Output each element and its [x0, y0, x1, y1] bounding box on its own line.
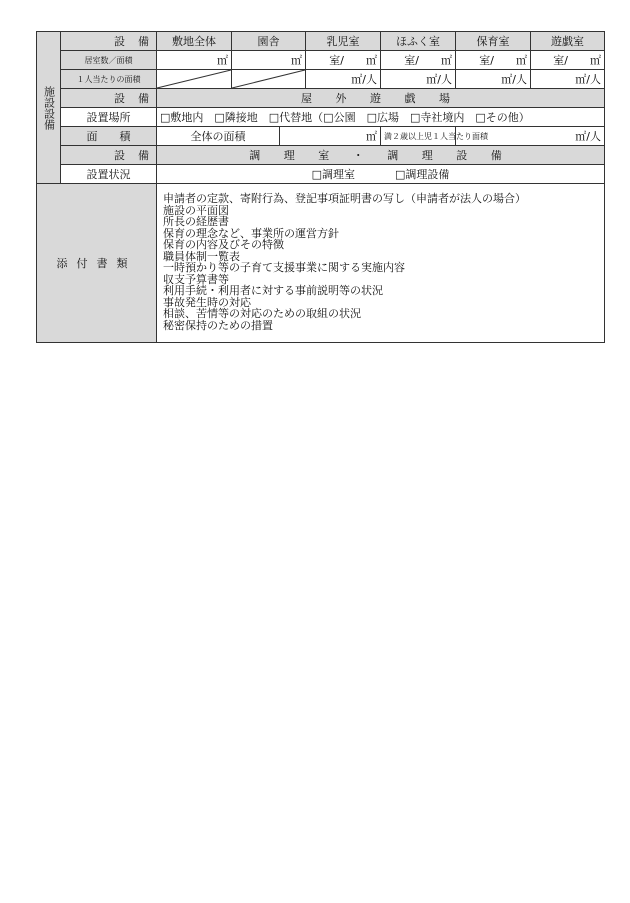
total-area-label: 全体の面積	[157, 127, 280, 146]
area-row	[37, 127, 605, 146]
rooms-area-cell[interactable]: ㎡	[157, 51, 232, 70]
install-label: 設置状況	[61, 165, 157, 184]
rooms-area-row	[37, 51, 605, 70]
per-person-cell[interactable]: ㎡/人	[531, 70, 605, 89]
area-label: 面 積	[61, 127, 157, 146]
facility-form-table	[36, 31, 605, 343]
install-options[interactable]	[157, 165, 605, 184]
total-area-input[interactable]: ㎡	[280, 127, 381, 146]
install-row	[37, 165, 605, 184]
attachment-item: 相談、苦情等の対応のための取組の状況	[163, 307, 361, 320]
attachments-row	[37, 184, 605, 343]
outdoor-header-row	[37, 89, 605, 108]
kitchen-title: 調 理 室 ・ 調 理 設 備	[157, 146, 605, 165]
per-person-cell[interactable]: ㎡/人	[306, 70, 381, 89]
rooms-area-cell[interactable]: 室/ ㎡	[456, 51, 531, 70]
room-name: 保育室	[456, 32, 531, 51]
attachment-item: 一時預かり等の子育て支援事業に関する実施内容	[163, 261, 405, 274]
room-name: 園舎	[232, 32, 306, 51]
diagonal-line	[232, 70, 305, 88]
attachment-item: 職員体制一覧表	[163, 249, 240, 263]
attachment-item: 保育の理念など、事業所の運営方針	[163, 226, 339, 240]
rooms-area-cell[interactable]: 室/ ㎡	[531, 51, 605, 70]
per-child-area-input[interactable]: ㎡/人	[456, 127, 605, 146]
attachment-item: 収支予算書等	[163, 272, 229, 286]
per-person-label: １人当たりの面積	[61, 70, 157, 89]
rooms-area-cell[interactable]: 室/ ㎡	[306, 51, 381, 70]
diagonal-slash-cell	[157, 70, 232, 89]
diagonal-line	[157, 70, 231, 88]
outdoor-header-label: 設 備	[61, 89, 157, 108]
attachments-list	[157, 184, 605, 343]
attachment-item: 利用手続・利用者に対する事前説明等の状況	[163, 284, 383, 297]
kitchen-room-checkbox[interactable]: □調理室	[311, 168, 355, 181]
facility-group-label: 施設設備	[37, 32, 61, 184]
attachment-item: 申請者の定款、寄附行為、登記事項証明書の写し（申請者が法人の場合）	[163, 192, 526, 205]
diagonal-slash-cell	[232, 70, 306, 89]
rooms-area-cell[interactable]: ㎡	[232, 51, 306, 70]
attachment-item: 秘密保持のための措置	[163, 318, 273, 332]
attachments-label: 添付書類	[37, 184, 157, 343]
per-person-cell[interactable]: ㎡/人	[381, 70, 456, 89]
location-row	[37, 108, 605, 127]
location-options[interactable]: □敷地内 □隣接地 □代替地（□公園 □広場 □寺社境内 □その他）	[157, 108, 605, 127]
rooms-area-label: 居室数／面積	[61, 51, 157, 70]
attachment-item: 施設の平面図	[163, 203, 229, 217]
location-label: 設置場所	[61, 108, 157, 127]
outdoor-title: 屋 外 遊 戯 場	[157, 89, 605, 108]
room-name: 乳児室	[306, 32, 381, 51]
kitchen-header-row	[37, 146, 605, 165]
room-name: 遊戯室	[531, 32, 605, 51]
room-name: 敷地全体	[157, 32, 232, 51]
attachment-item: 保育の内容及びその特徴	[163, 238, 284, 251]
kitchen-equipment-checkbox[interactable]: □調理設備	[395, 168, 450, 181]
per-child-area-label: 満２歳以上児１人当たり面積	[381, 127, 456, 146]
facility-header-label: 設 備	[61, 32, 157, 51]
kitchen-header-label: 設 備	[61, 146, 157, 165]
per-person-cell[interactable]: ㎡/人	[456, 70, 531, 89]
attachment-item: 所長の経歴書	[163, 215, 229, 228]
rooms-area-cell[interactable]: 室/ ㎡	[381, 51, 456, 70]
room-name: ほふく室	[381, 32, 456, 51]
facility-header-row	[37, 32, 605, 51]
per-person-row	[37, 70, 605, 89]
attachment-item: 事故発生時の対応	[163, 295, 251, 309]
